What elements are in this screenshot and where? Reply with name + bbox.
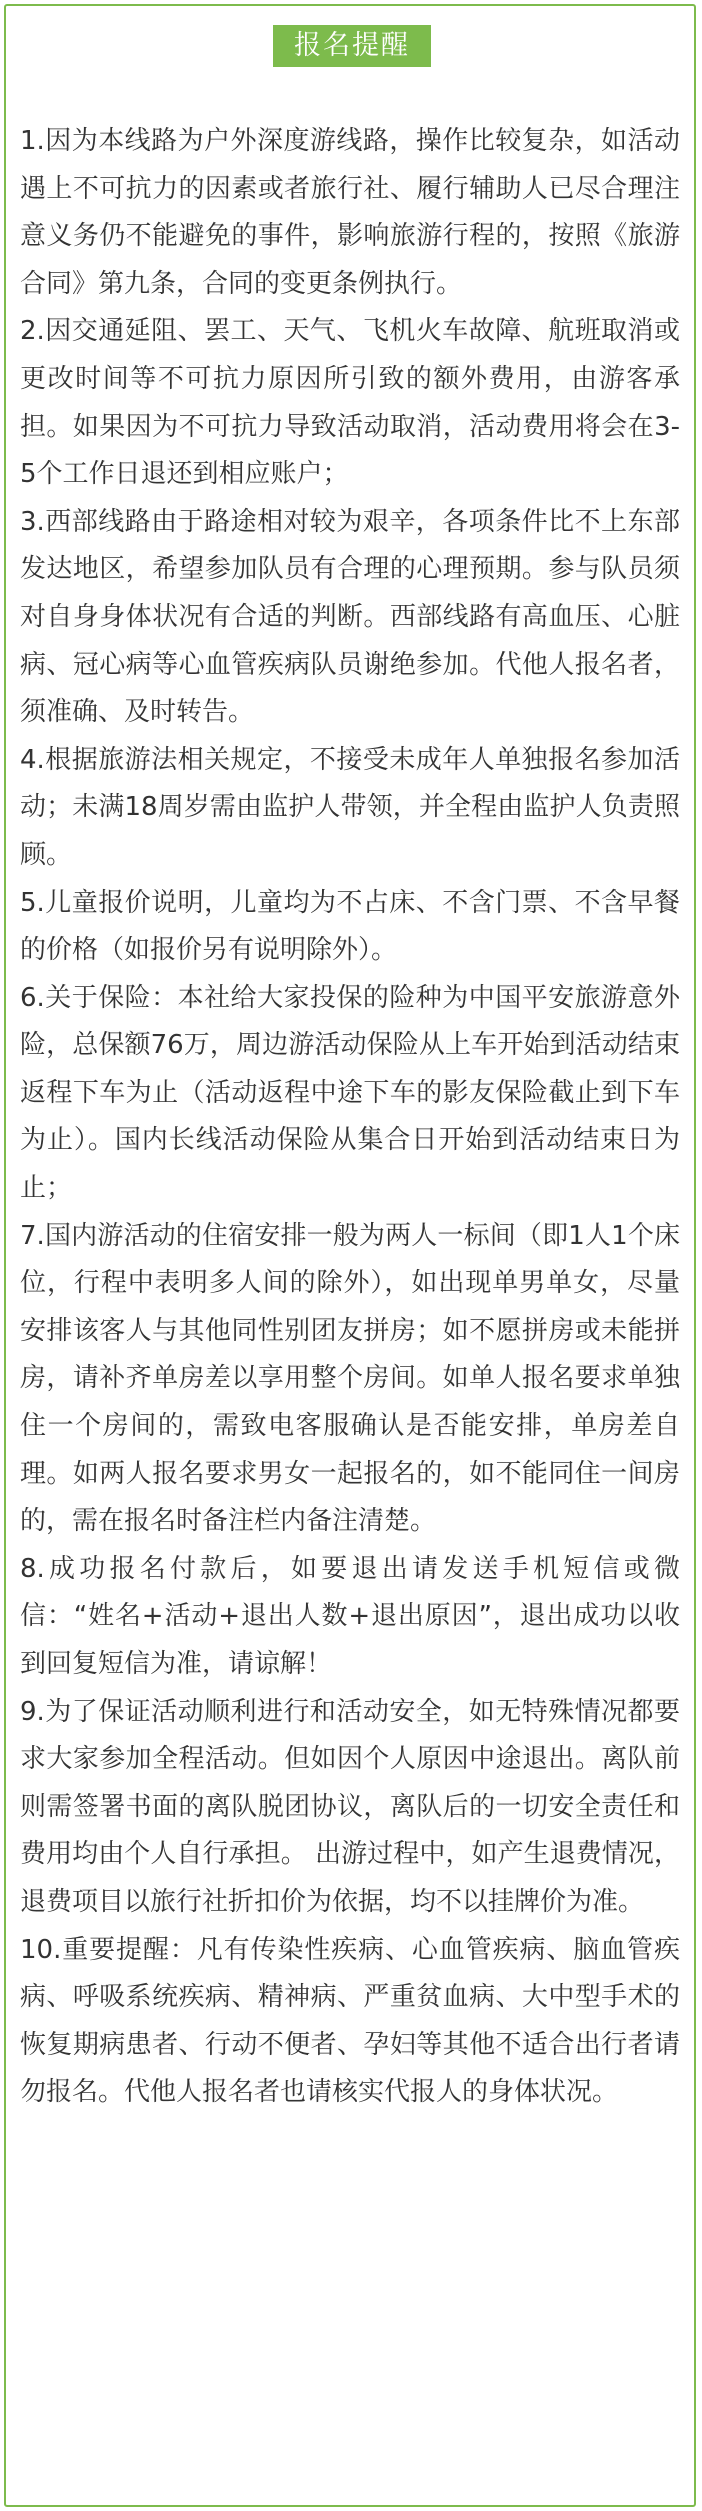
- notice-item-7: 7.国内游活动的住宿安排一般为两人一标间（即1人1个床位，行程中表明多人间的除外），如出现单男单女，尽量安排该客人与其他同性别团友拼房；如不愿拼房或未能拼房，请补齐单房差以享用整个房间。如单人报名要求单独住一个房间的，需致电客服确认是否能安排，单房差自理。如两人报名要求男女一起报名的，如不能同住一间房的，需在报名时备注栏内备注清楚。: [20, 1220, 680, 1537]
- page-title: 报名提醒: [273, 25, 431, 67]
- notice-item-8: 8.成功报名付款后，如要退出请发送手机短信或微信：“姓名+活动+退出人数+退出原因”，退出成功以收到回复短信为准，请谅解！: [20, 1553, 680, 1679]
- notice-item-2: 2.因交通延阻、罢工、天气、飞机火车故障、航班取消或更改时间等不可抗力原因所引致的额外费用，由游客承担。如果因为不可抗力导致活动取消，活动费用将会在3-5个工作日退还到相应账户；: [20, 316, 680, 490]
- notice-item-10: 10.重要提醒：凡有传染性疾病、心血管疾病、脑血管疾病、呼吸系统疾病、精神病、严重贫血病、大中型手术的恢复期病患者、行动不便者、孕妇等其他不适合出行者请勿报名。代他人报名者也请核实代报人的身体状况。: [20, 1934, 680, 2108]
- notice-list: [20, 118, 680, 2117]
- notice-item-9: 9.为了保证活动顺利进行和活动安全，如无特殊情况都要求大家参加全程活动。但如因个人原因中途退出。离队前则需签署书面的离队脱团协议，离队后的一切安全责任和费用均由个人自行承担。 出游过程中，如产生退费情况，退费项目以旅行社折扣价为依据，均不以挂牌价为准。: [20, 1696, 680, 1917]
- notice-item-5: 5.儿童报价说明，儿童均为不占床、不含门票、不含早餐的价格（如报价另有说明除外）。: [20, 887, 680, 966]
- notice-item-1: 1.因为本线路为户外深度游线路，操作比较复杂，如活动遇上不可抗力的因素或者旅行社、履行辅助人已尽合理注意义务仍不能避免的事件，影响旅游行程的，按照《旅游合同》第九条，合同的变更条例执行。: [20, 126, 680, 299]
- notice-item-4: 4.根据旅游法相关规定，不接受未成年人单独报名参加活动；未满18周岁需由监护人带领，并全程由监护人负责照顾。: [20, 744, 680, 870]
- notice-item-3: 3.西部线路由于路途相对较为艰辛，各项条件比不上东部发达地区，希望参加队员有合理的心理预期。参与队员须对自身身体状况有合适的判断。西部线路有高血压、心脏病、冠心病等心血管疾病队员谢绝参加。代他人报名者，须准确、及时转告。: [20, 506, 680, 728]
- notice-item-6: 6.关于保险：本社给大家投保的险种为中国平安旅游意外险，总保额76万，周边游活动保险从上车开始到活动结束返程下车为止（活动返程中途下车的影友保险截止到下车为止）。国内长线活动保险从集合日开始到活动结束日为止；: [20, 982, 680, 1204]
